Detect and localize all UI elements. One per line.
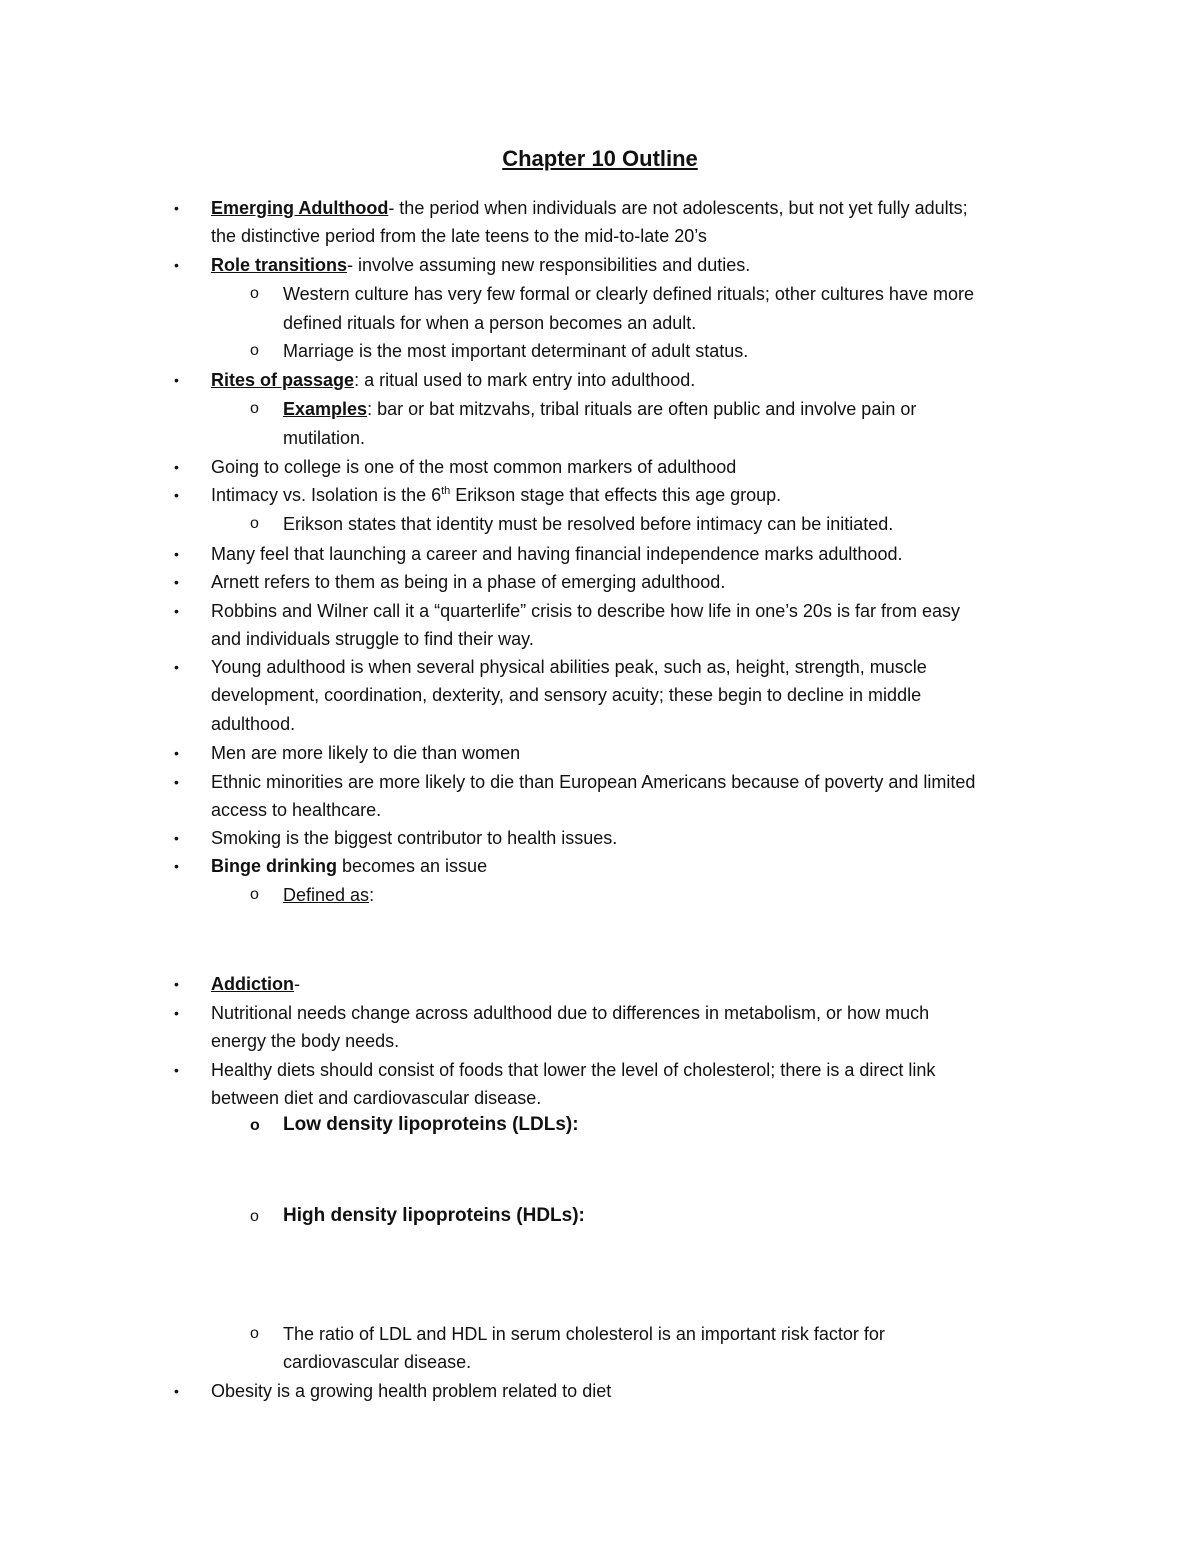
bullet-icon: • (174, 574, 179, 590)
definition-text: - the period when individuals are not adolescents, but not yet fully adults; (388, 198, 968, 218)
sub-item-continuation: mutilation. (283, 428, 366, 448)
sub-item-continuation: cardiovascular disease. (283, 1352, 472, 1372)
outline-item-ethnic-minorities: Ethnic minorities are more likely to die than European Americans because of poverty and limited (211, 772, 976, 792)
sub-item-western-culture: Western culture has very few formal or clearly defined rituals; other cultures have more (283, 284, 974, 304)
outline-item-intimacy (211, 483, 781, 507)
bullet-icon: • (174, 1005, 179, 1021)
outline-item-continuation: development, coordination, dexterity, and sensory acuity; these begin to decline in middle (211, 685, 922, 705)
sub-bullet-icon: o (250, 400, 259, 417)
sub-bullet-icon: o (250, 1208, 259, 1225)
defined-as-colon: : (369, 885, 375, 905)
sub-bullet-icon: o (250, 515, 259, 532)
binge-text: becomes an issue (337, 856, 488, 876)
outline-item-obesity: Obesity is a growing health problem related to diet (211, 1381, 612, 1401)
term-examples: Examples (283, 399, 368, 419)
outline-item-nutrition: Nutritional needs change across adulthood due to differences in metabolism, or how much (211, 1003, 930, 1023)
outline-item-healthy-diets: Healthy diets should consist of foods that lower the level of cholesterol; there is a direct link (211, 1060, 936, 1080)
outline-item-continuation: access to healthcare. (211, 800, 382, 820)
outline-item-binge-drinking (211, 854, 487, 878)
outline-item-continuation: between diet and cardiovascular disease. (211, 1088, 542, 1108)
sub-item-erikson: Erikson states that identity must be resolved before intimacy can be initiated. (283, 514, 894, 534)
definition-text: : a ritual used to mark entry into adulthood. (354, 370, 696, 390)
sub-bullet-icon: o (250, 285, 259, 302)
bullet-icon: • (174, 1062, 179, 1078)
sub-bullet-icon: o (250, 1325, 259, 1342)
outline-item-rites-of-passage (211, 368, 695, 392)
bullet-icon: • (174, 487, 179, 503)
bullet-icon: • (174, 257, 179, 273)
bullet-icon: • (174, 858, 179, 874)
term-rites-of-passage: Rites of passage (211, 370, 355, 390)
outline-item-continuation: the distinctive period from the late teens to the mid-to-late 20’s (211, 226, 707, 246)
outline-item-role-transitions (211, 253, 750, 277)
outline-item-men: Men are more likely to die than women (211, 743, 521, 763)
label-defined-as: Defined as (283, 885, 370, 905)
sub-bullet-icon: o (250, 1117, 260, 1134)
bullet-icon: • (174, 745, 179, 761)
outline-item-addiction (211, 972, 300, 996)
bullet-icon: • (174, 546, 179, 562)
bullet-icon: • (174, 603, 179, 619)
bullet-icon: • (174, 200, 179, 216)
term-role-transitions: Role transitions (211, 255, 348, 275)
examples-text: : bar or bat mitzvahs, tribal rituals are often public and involve pain or (367, 399, 917, 419)
bullet-icon: • (174, 976, 179, 992)
intimacy-text: Intimacy vs. Isolation is the 6 (211, 485, 442, 505)
sub-item-examples (283, 397, 916, 421)
outline-item-continuation: adulthood. (211, 714, 296, 734)
outline-item-arnett: Arnett refers to them as being in a phase of emerging adulthood. (211, 572, 726, 592)
sub-bullet-icon: o (250, 886, 259, 903)
outline-item-career: Many feel that launching a career and having financial independence marks adulthood. (211, 544, 903, 564)
term-emerging-adulthood: Emerging Adulthood (211, 198, 389, 218)
bullet-icon: • (174, 830, 179, 846)
bullet-icon: • (174, 459, 179, 475)
ordinal-suffix: th (441, 485, 451, 497)
definition-text: - involve assuming new responsibilities and duties. (347, 255, 751, 275)
outline-item-young-adulthood: Young adulthood is when several physical abilities peak, such as, height, strength, muscle (211, 657, 927, 677)
outline-item-college: Going to college is one of the most common markers of adulthood (211, 457, 737, 477)
addiction-dash: - (294, 974, 300, 994)
bullet-icon: • (174, 372, 179, 388)
sub-item-ldl-hdl-ratio: The ratio of LDL and HDL in serum cholesterol is an important risk factor for (283, 1324, 885, 1344)
term-addiction: Addiction (211, 974, 294, 994)
bullet-icon: • (174, 774, 179, 790)
outline-item-emerging-adulthood (211, 196, 968, 220)
outline-item-robbins: Robbins and Wilner call it a “quarterlife” crisis to describe how life in one’s 20s is far from easy (211, 601, 960, 621)
bullet-icon: • (174, 1383, 179, 1399)
outline-item-continuation: energy the body needs. (211, 1031, 400, 1051)
sub-item-defined-as (283, 883, 374, 907)
sub-item-hdl: High density lipoproteins (HDLs): (283, 1205, 585, 1226)
sub-bullet-icon: o (250, 342, 259, 359)
sub-item-ldl: Low density lipoproteins (LDLs): (283, 1114, 579, 1135)
intimacy-text-end: Erikson stage that effects this age group. (450, 485, 782, 505)
sub-item-continuation: defined rituals for when a person becomes an adult. (283, 313, 697, 333)
bullet-icon: • (174, 659, 179, 675)
outline-item-continuation: and individuals struggle to find their way. (211, 629, 534, 649)
outline-item-smoking: Smoking is the biggest contributor to health issues. (211, 828, 618, 848)
page-title: Chapter 10 Outline (502, 146, 698, 171)
term-binge-drinking: Binge drinking (211, 856, 337, 876)
sub-item-marriage: Marriage is the most important determinant of adult status. (283, 341, 749, 361)
